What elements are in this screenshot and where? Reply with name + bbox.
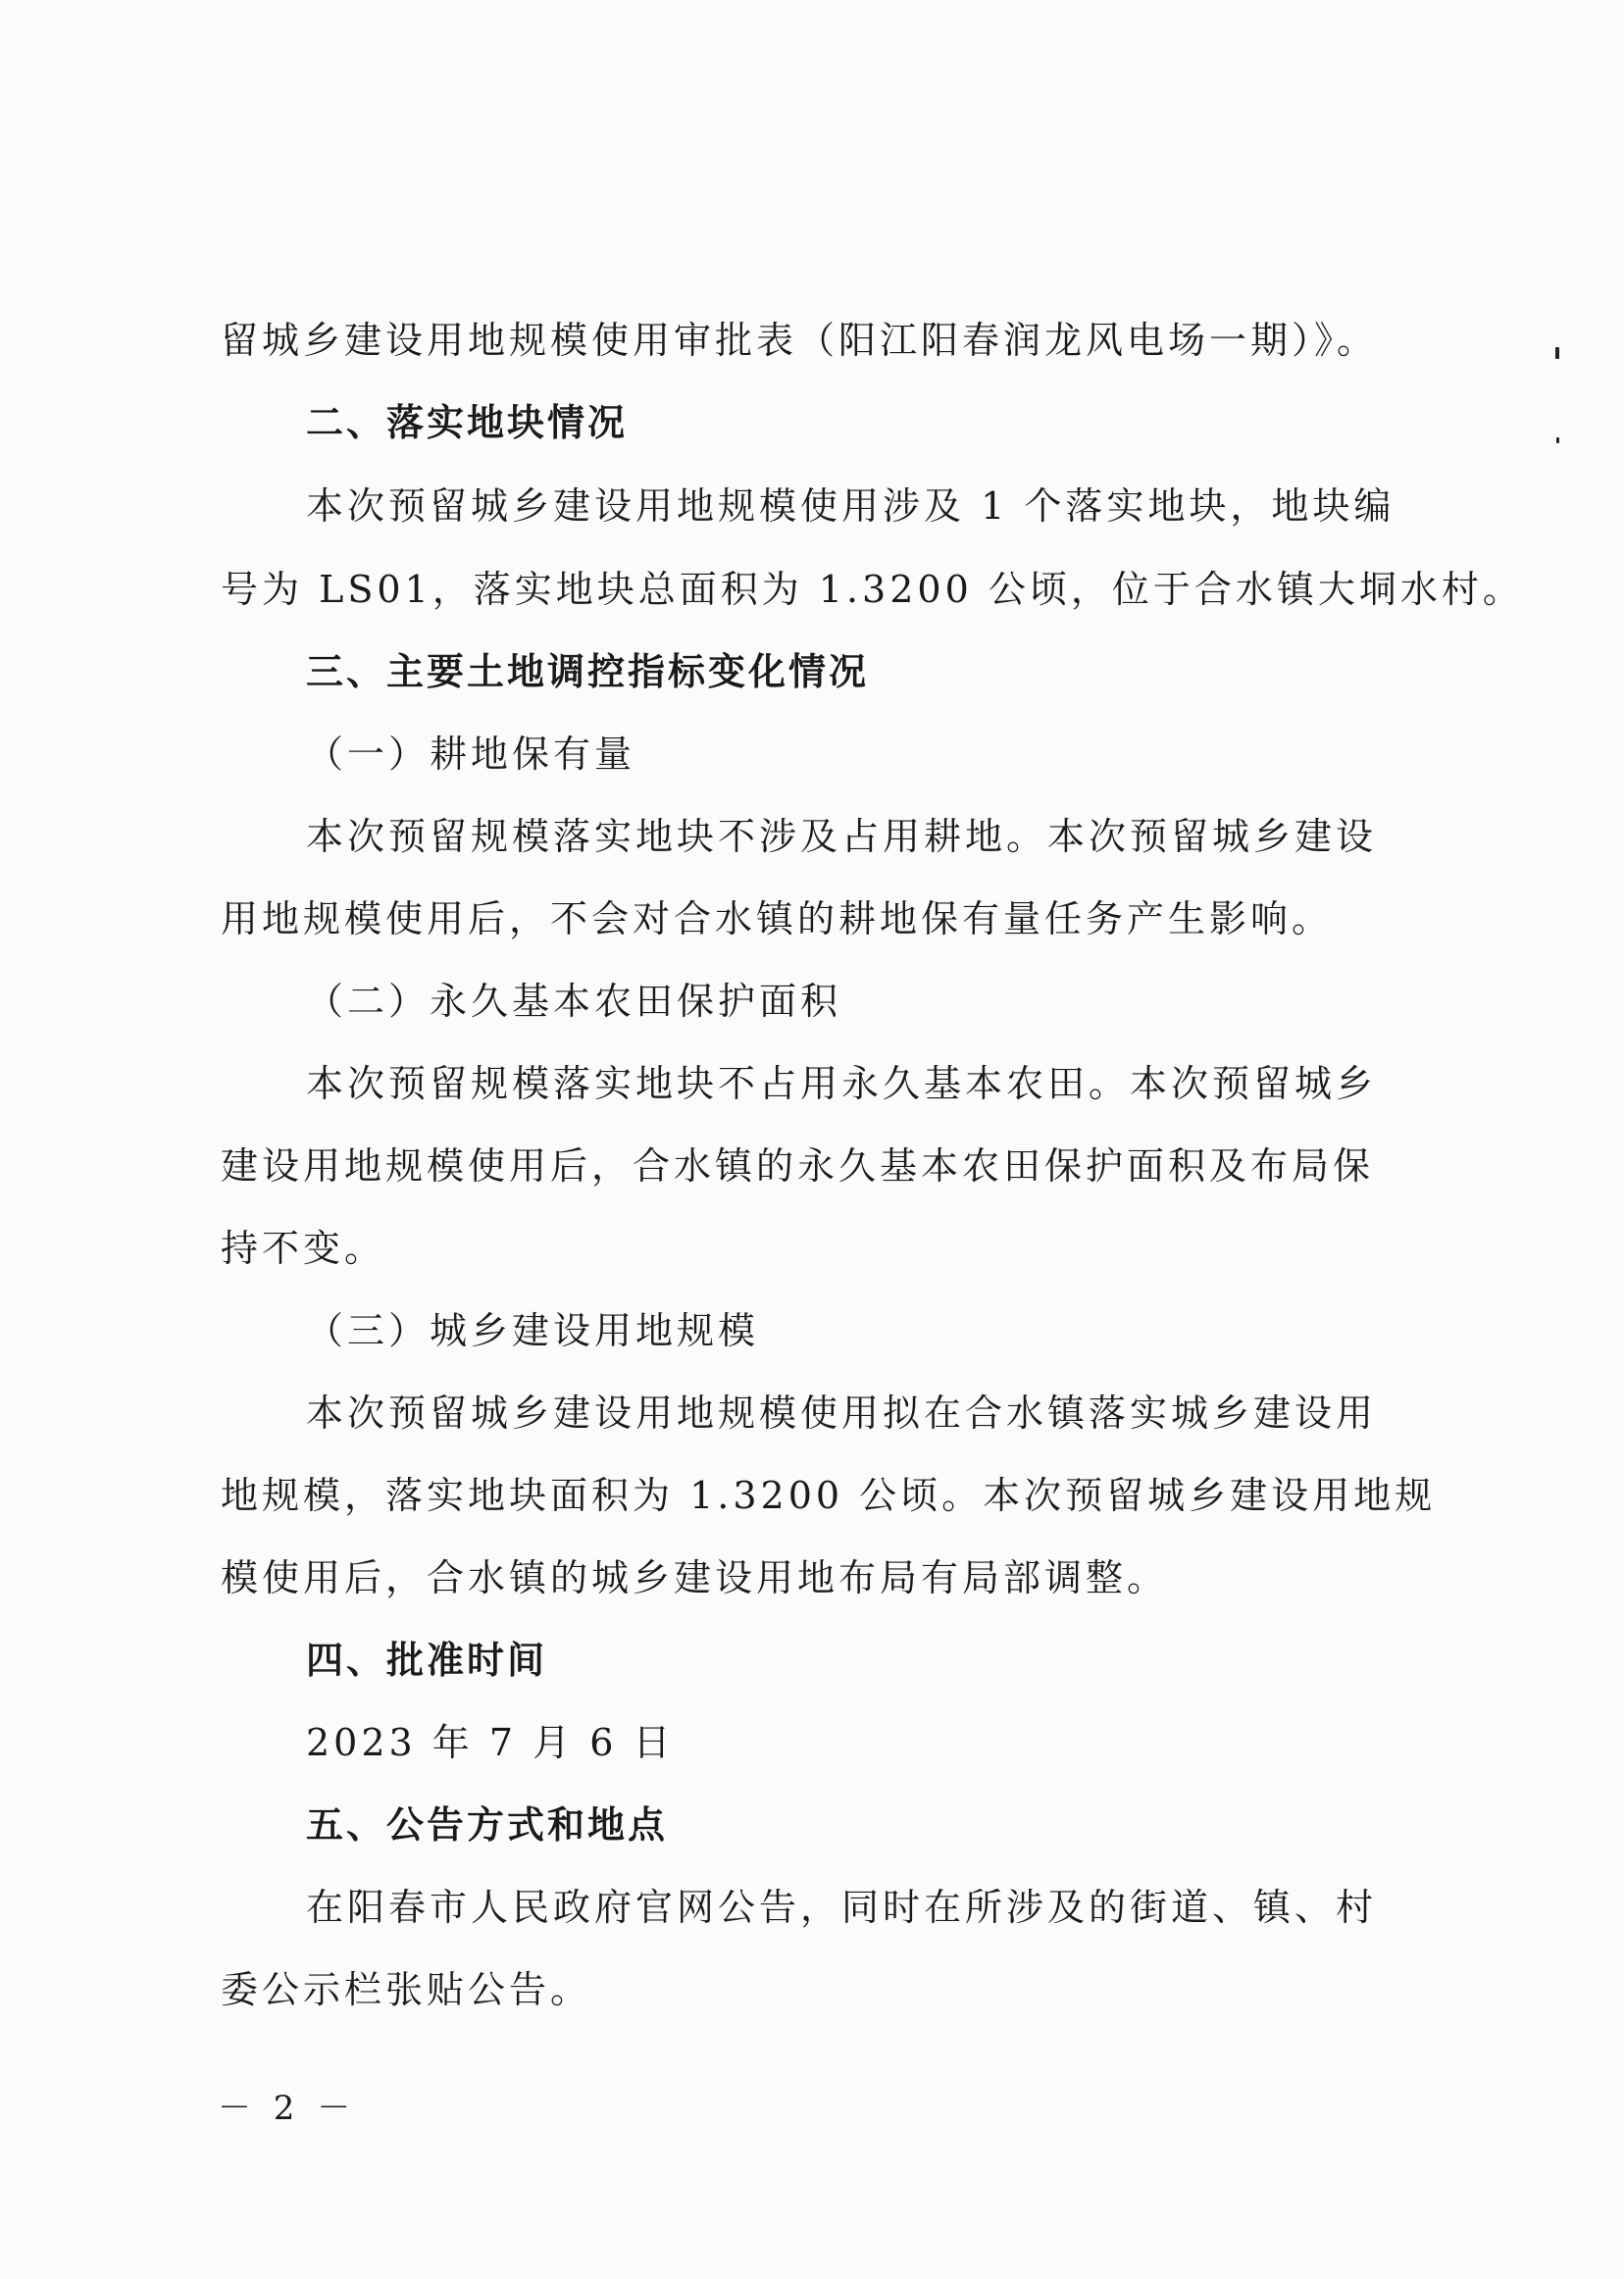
subsection-heading-1: （一）耕地保有量 [306,733,636,776]
paragraph-line: 地规模，落实地块面积为 1.3200 公顷。本次预留城乡建设用地规 [221,1474,1437,1517]
paragraph-line: 委公示栏张贴公告。 [221,1968,592,2011]
scan-mark [1555,347,1559,359]
paragraph-line: 本次预留城乡建设用地规模使用拟在合水镇落实城乡建设用 [306,1392,1378,1435]
scan-mark [1556,437,1559,443]
paragraph-line: 在阳春市人民政府官网公告，同时在所涉及的街道、镇、村 [306,1886,1378,1929]
section-heading-4: 四、批准时间 [306,1639,548,1682]
paragraph-continuation: 留城乡建设用地规模使用审批表（阳江阳春润龙风电场一期）》。 [221,319,1379,362]
subsection-heading-2: （二）永久基本农田保护面积 [306,980,842,1023]
approval-date: 2023 年 7 月 6 日 [306,1721,675,1764]
section-heading-2: 二、落实地块情况 [306,401,629,444]
paragraph-line: 号为 LS01，落实地块总面积为 1.3200 公顷，位于合水镇大垌水村。 [221,568,1524,611]
paragraph-line: 用地规模使用后，不会对合水镇的耕地保有量任务产生影响。 [221,897,1334,940]
section-heading-3: 三、主要土地调控指标变化情况 [306,650,870,693]
paragraph-line: 本次预留规模落实地块不占用永久基本农田。本次预留城乡 [306,1062,1378,1105]
paragraph-line: 模使用后，合水镇的城乡建设用地布局有局部调整。 [221,1556,1169,1599]
paragraph-line: 本次预留规模落实地块不涉及占用耕地。本次预留城乡建设 [306,815,1378,858]
paragraph-line: 持不变。 [221,1227,386,1270]
section-heading-5: 五、公告方式和地点 [306,1803,669,1847]
paragraph-line: 本次预留城乡建设用地规模使用涉及 1 个落实地块，地块编 [306,484,1396,528]
subsection-heading-3: （三）城乡建设用地规模 [306,1309,760,1352]
paragraph-line: 建设用地规模使用后，合水镇的永久基本农田保护面积及布局保 [221,1144,1375,1188]
page-number: － 2 － [218,2089,357,2128]
